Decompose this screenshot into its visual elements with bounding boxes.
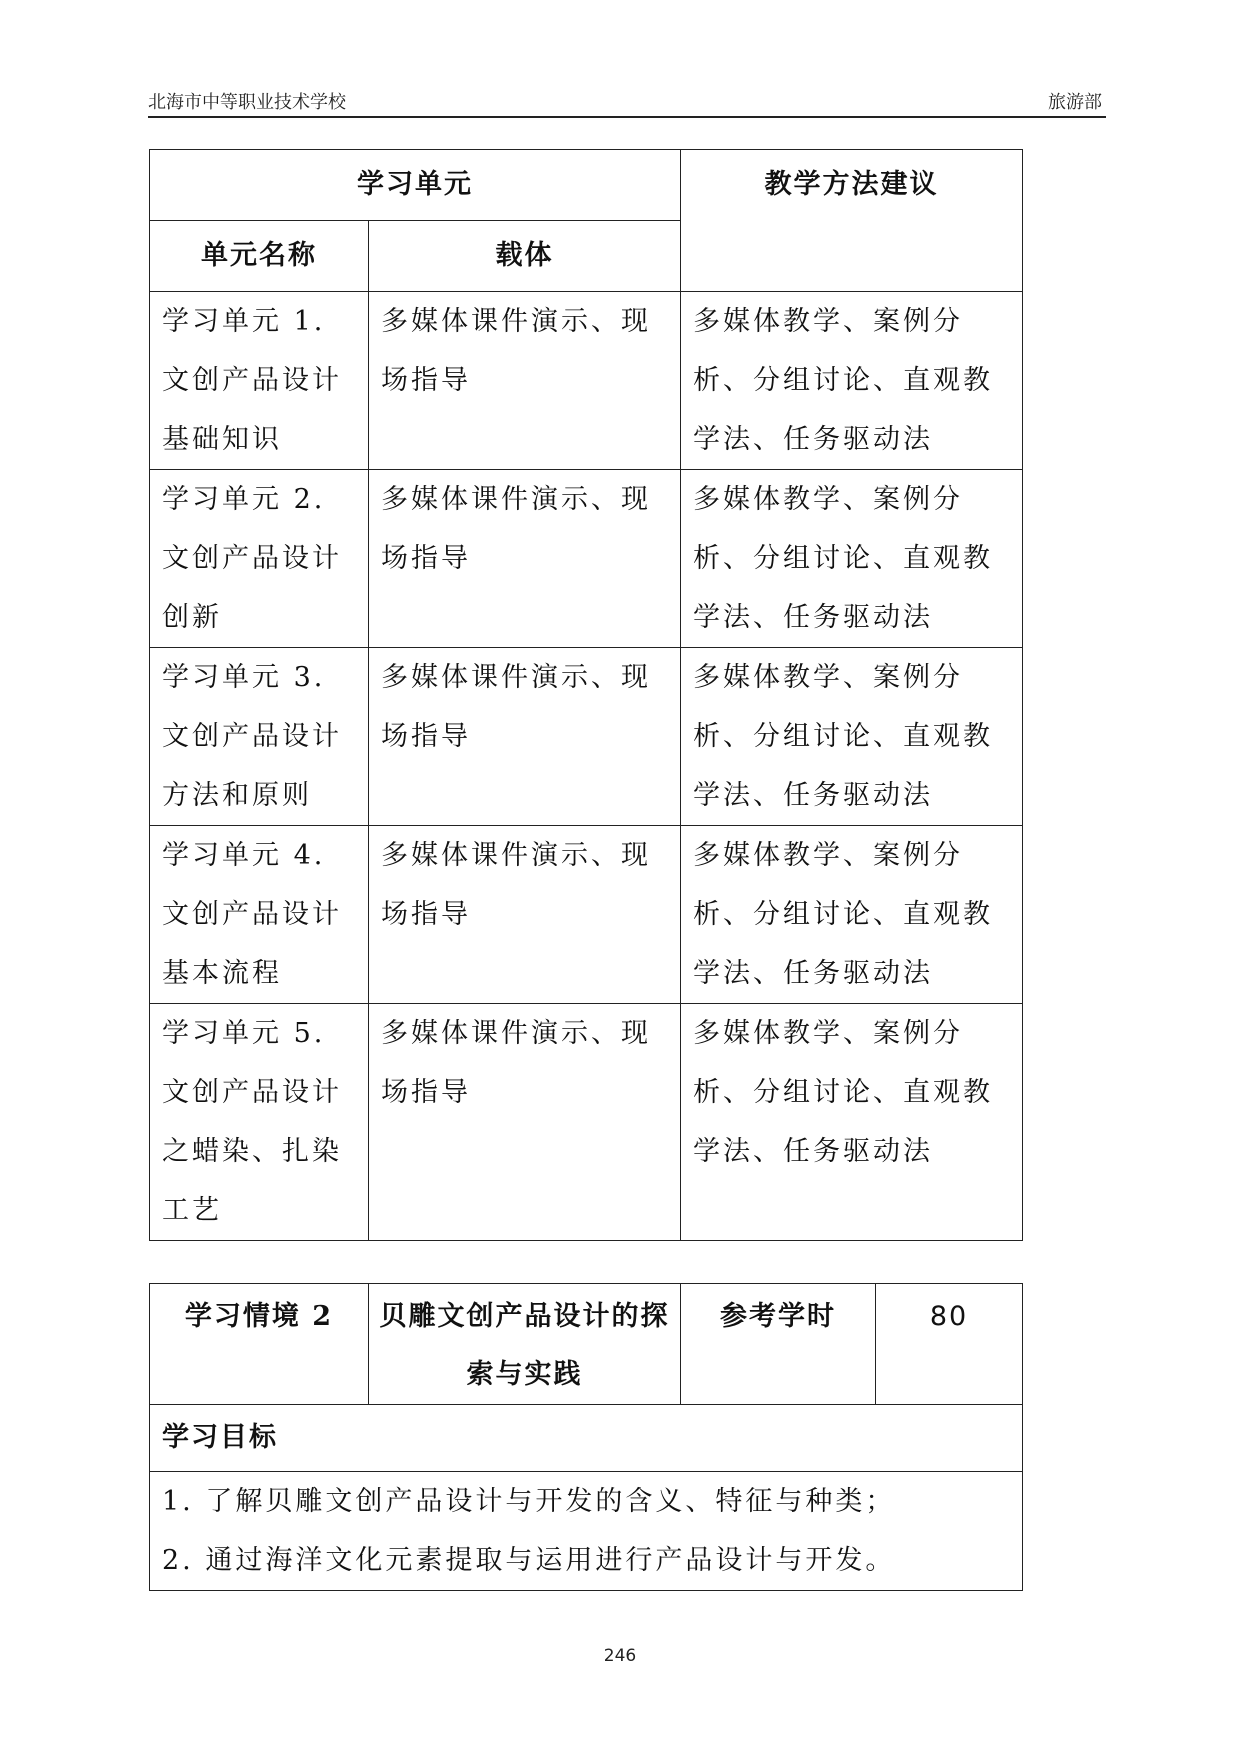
col-header-learning-unit: 学习单元	[150, 150, 681, 221]
table-row	[150, 826, 1023, 1004]
learning-situation-table	[149, 1283, 1023, 1591]
objective-item: 1. 了解贝雕文创产品设计与开发的含义、特征与种类；	[162, 1486, 896, 1517]
col-header-carrier: 载体	[369, 221, 681, 292]
learning-units-table	[149, 149, 1023, 1241]
carrier-cell: 多媒体课件演示、现场指导	[369, 292, 681, 470]
table-row	[150, 1004, 1023, 1241]
method-cell: 多媒体教学、案例分析、分组讨论、直观教学法、任务驱动法	[681, 648, 1023, 826]
table-row	[150, 292, 1023, 470]
carrier-cell: 多媒体课件演示、现场指导	[369, 648, 681, 826]
objective-item: 2. 通过海洋文化元素提取与运用进行产品设计与开发。	[162, 1545, 896, 1576]
hours-value: 80	[876, 1284, 1023, 1405]
hours-label: 参考学时	[681, 1284, 876, 1405]
unit-name-cell: 学习单元 4. 文创产品设计基本流程	[150, 826, 369, 1004]
col-header-unit-name: 单元名称	[150, 221, 369, 292]
department-name: 旅游部	[1048, 92, 1102, 113]
situation-title: 贝雕文创产品设计的探索与实践	[369, 1284, 681, 1405]
table-row	[150, 648, 1023, 826]
carrier-cell: 多媒体课件演示、现场指导	[369, 1004, 681, 1241]
carrier-cell: 多媒体课件演示、现场指导	[369, 470, 681, 648]
unit-name-cell: 学习单元 2. 文创产品设计创新	[150, 470, 369, 648]
method-cell: 多媒体教学、案例分析、分组讨论、直观教学法、任务驱动法	[681, 292, 1023, 470]
method-cell: 多媒体教学、案例分析、分组讨论、直观教学法、任务驱动法	[681, 826, 1023, 1004]
objectives-list	[150, 1472, 1023, 1591]
method-cell: 多媒体教学、案例分析、分组讨论、直观教学法、任务驱动法	[681, 1004, 1023, 1241]
carrier-cell: 多媒体课件演示、现场指导	[369, 826, 681, 1004]
page-number: 246	[603, 1646, 637, 1666]
unit-name-cell: 学习单元 3. 文创产品设计方法和原则	[150, 648, 369, 826]
table-row	[150, 470, 1023, 648]
page-header	[148, 86, 1106, 118]
school-name: 北海市中等职业技术学校	[148, 92, 346, 113]
objectives-label: 学习目标	[150, 1405, 1023, 1472]
unit-name-cell: 学习单元 5. 文创产品设计之蜡染、扎染工艺	[150, 1004, 369, 1241]
unit-name-cell: 学习单元 1. 文创产品设计基础知识	[150, 292, 369, 470]
situation-label: 学习情境 2	[150, 1284, 369, 1405]
method-cell: 多媒体教学、案例分析、分组讨论、直观教学法、任务驱动法	[681, 470, 1023, 648]
col-header-teaching-method: 教学方法建议	[681, 150, 1023, 292]
